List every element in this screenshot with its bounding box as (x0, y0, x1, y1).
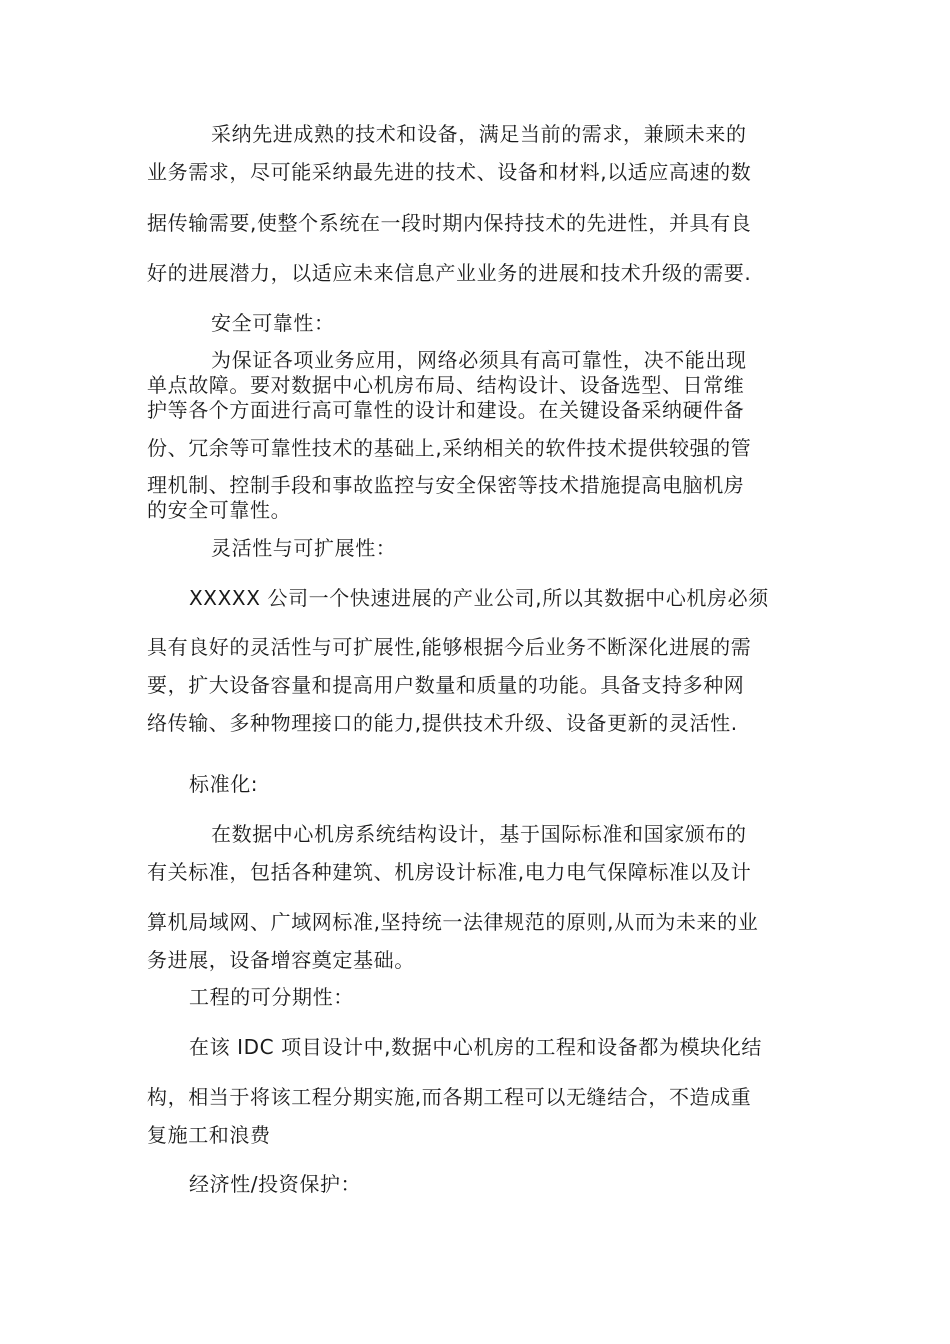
paragraph-line: 的安全可靠性。 (147, 498, 292, 522)
paragraph-line: 业务需求，尽可能采纳最先进的技术、设备和材料,以适应高速的数 (147, 160, 752, 184)
section-heading: 标准化: (189, 772, 259, 796)
paragraph-line: 算机局域网、广域网标准,坚持统一法律规范的原则,从而为未来的业 (147, 910, 759, 934)
section-heading: 安全可靠性： (211, 311, 335, 335)
paragraph-line: 理机制、控制手段和事故监控与安全保密等技术措施提高电脑机房 (147, 473, 745, 497)
paragraph-line: 在该 IDC 项目设计中,数据中心机房的工程和设备都为模块化结 (189, 1035, 762, 1059)
paragraph-line: 单点故障。要对数据中心机房布局、结构设计、设备选型、日常维 (147, 373, 745, 397)
paragraph-line: 复施工和浪费 (147, 1123, 271, 1147)
paragraph-line: XXXXX 公司一个快速进展的产业公司,所以其数据中心机房必须 (189, 586, 769, 610)
paragraph-line: 护等各个方面进行高可靠性的设计和建设。在关键设备采纳硬件备 (147, 398, 745, 422)
paragraph-line: 要，扩大设备容量和提高用户数量和质量的功能。具备支持多种网 (147, 673, 745, 697)
paragraph-line: 务进展，设备增容奠定基础。 (147, 948, 415, 972)
section-heading: 灵活性与可扩展性： (211, 536, 397, 560)
paragraph-line: 构，相当于将该工程分期实施,而各期工程可以无缝结合，不造成重 (147, 1085, 752, 1109)
paragraph-line: 有关标准，包括各种建筑、机房设计标准,电力电气保障标准以及计 (147, 860, 752, 884)
paragraph-line: 份、冗余等可靠性技术的基础上,采纳相关的软件技术提供较强的管 (147, 436, 752, 460)
paragraph-line: 在数据中心机房系统结构设计，基于国际标准和国家颁布的 (211, 822, 747, 846)
paragraph-line: 具有良好的灵活性与可扩展性,能够根据今后业务不断深化进展的需 (147, 635, 752, 659)
paragraph-line: 据传输需要,使整个系统在一段时期内保持技术的先进性，并具有良 (147, 211, 752, 235)
paragraph-line: 好的进展潜力，以适应未来信息产业业务的进展和技术升级的需要. (147, 261, 752, 285)
section-heading: 工程的可分期性： (189, 985, 354, 1009)
paragraph-line: 采纳先进成熟的技术和设备，满足当前的需求，兼顾未来的 (211, 122, 747, 146)
section-heading: 经济性/投资保护： (189, 1172, 362, 1196)
paragraph-line: 络传输、多种物理接口的能力,提供技术升级、设备更新的灵活性. (147, 711, 738, 735)
paragraph-line: 为保证各项业务应用，网络必须具有高可靠性，决不能出现 (211, 348, 747, 372)
